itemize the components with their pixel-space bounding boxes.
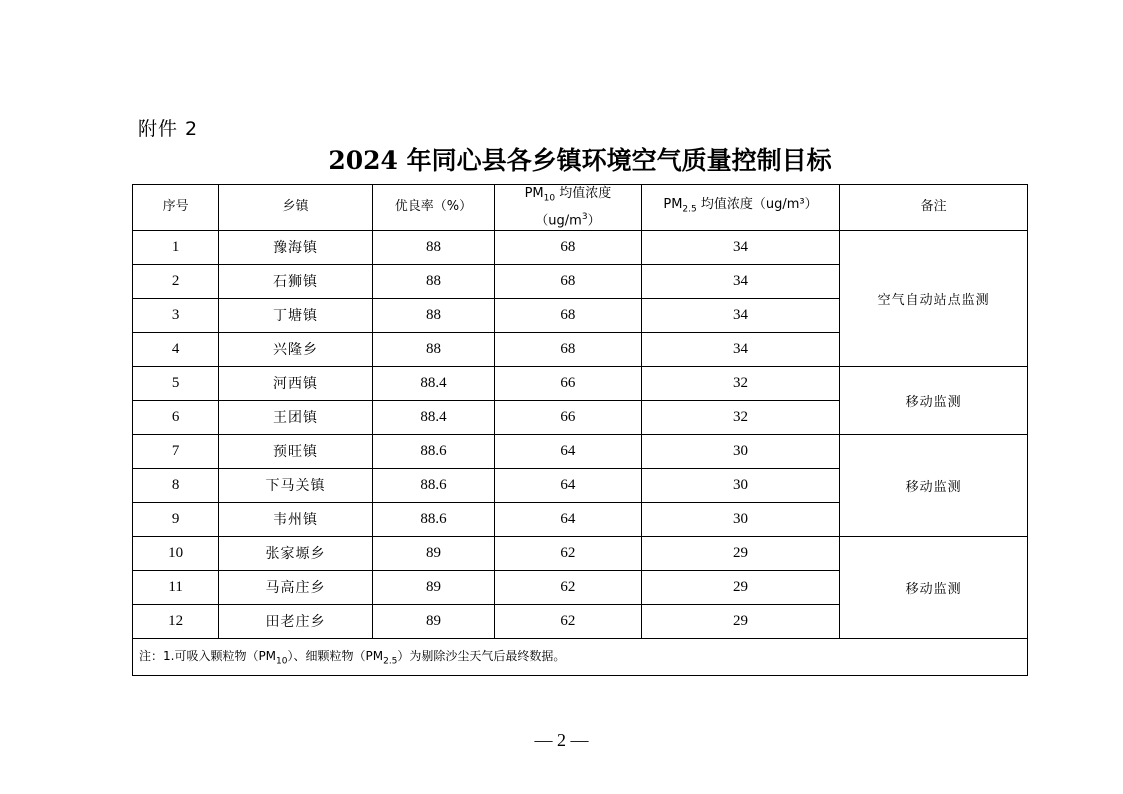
seq-cell: 2 bbox=[133, 264, 219, 298]
pm25-cell: 32 bbox=[641, 366, 840, 400]
pm10-cell: 68 bbox=[495, 230, 641, 264]
header-pm25 bbox=[641, 185, 840, 231]
seq-cell: 6 bbox=[133, 400, 219, 434]
town-cell: 丁塘镇 bbox=[219, 298, 373, 332]
header-seq: 序号 bbox=[133, 185, 219, 231]
remark-cell: 移动监测 bbox=[840, 366, 1028, 434]
town-cell: 石狮镇 bbox=[219, 264, 373, 298]
document-title: 2024 年同心县各乡镇环境空气质量控制目标 bbox=[328, 146, 832, 175]
header-pm10 bbox=[495, 185, 641, 231]
pm25-cell: 29 bbox=[641, 536, 840, 570]
rate-cell: 88.6 bbox=[372, 502, 494, 536]
pm25-cell: 34 bbox=[641, 264, 840, 298]
town-cell: 下马关镇 bbox=[219, 468, 373, 502]
pm25-cell: 30 bbox=[641, 468, 840, 502]
pm10-subscript: 10 bbox=[543, 193, 556, 204]
pm10-cell: 64 bbox=[495, 468, 641, 502]
footnote-text-3: ）为剔除沙尘天气后最终数据。 bbox=[397, 649, 566, 664]
town-cell: 田老庄乡 bbox=[219, 604, 373, 638]
footnote-row bbox=[133, 638, 1028, 675]
attachment-label: 附件 2 bbox=[138, 118, 199, 140]
pm10-cell: 62 bbox=[495, 536, 641, 570]
page-number: — 2 — bbox=[534, 730, 589, 750]
town-cell: 河西镇 bbox=[219, 366, 373, 400]
pm10-cell: 68 bbox=[495, 264, 641, 298]
header-town: 乡镇 bbox=[219, 185, 373, 231]
seq-cell: 3 bbox=[133, 298, 219, 332]
table-header-row bbox=[133, 185, 1028, 231]
seq-cell: 11 bbox=[133, 570, 219, 604]
rate-cell: 89 bbox=[372, 570, 494, 604]
pm10-cell: 66 bbox=[495, 366, 641, 400]
pm10-unit-close: ） bbox=[587, 212, 601, 228]
footnote-sub-2: 2.5 bbox=[383, 656, 398, 667]
footnote-text-2: ）、细颗粒物（PM bbox=[287, 649, 384, 664]
seq-cell: 4 bbox=[133, 332, 219, 366]
rate-cell: 88.6 bbox=[372, 434, 494, 468]
table-row bbox=[133, 366, 1028, 400]
rate-cell: 89 bbox=[372, 536, 494, 570]
pm25-cell: 34 bbox=[641, 332, 840, 366]
seq-cell: 8 bbox=[133, 468, 219, 502]
town-cell: 韦州镇 bbox=[219, 502, 373, 536]
town-cell: 豫海镇 bbox=[219, 230, 373, 264]
rate-cell: 88 bbox=[372, 332, 494, 366]
town-cell: 兴隆乡 bbox=[219, 332, 373, 366]
seq-cell: 7 bbox=[133, 434, 219, 468]
header-rate: 优良率（%） bbox=[372, 185, 494, 231]
pm25-cell: 29 bbox=[641, 570, 840, 604]
pm25-cell: 34 bbox=[641, 230, 840, 264]
pm25-cell: 30 bbox=[641, 434, 840, 468]
pm25-cell: 29 bbox=[641, 604, 840, 638]
pm10-cell: 68 bbox=[495, 298, 641, 332]
pm10-cell: 64 bbox=[495, 502, 641, 536]
pm10-cell: 62 bbox=[495, 570, 641, 604]
pm10-cell: 64 bbox=[495, 434, 641, 468]
rate-cell: 88.4 bbox=[372, 366, 494, 400]
pm10-unit-open: （ug/m bbox=[535, 212, 582, 228]
remark-cell: 移动监测 bbox=[840, 536, 1028, 638]
town-cell: 王团镇 bbox=[219, 400, 373, 434]
pm10-cell: 68 bbox=[495, 332, 641, 366]
town-cell: 马高庄乡 bbox=[219, 570, 373, 604]
pm25-label: 均值浓度（ug/m³） bbox=[696, 197, 818, 213]
seq-cell: 12 bbox=[133, 604, 219, 638]
table-row bbox=[133, 230, 1028, 264]
remark-cell: 空气自动站点监测 bbox=[840, 230, 1028, 366]
town-cell: 张家塬乡 bbox=[219, 536, 373, 570]
rate-cell: 88.4 bbox=[372, 400, 494, 434]
seq-cell: 1 bbox=[133, 230, 219, 264]
seq-cell: 5 bbox=[133, 366, 219, 400]
pm25-cell: 32 bbox=[641, 400, 840, 434]
table-row bbox=[133, 536, 1028, 570]
rate-cell: 88 bbox=[372, 230, 494, 264]
pm25-cell: 30 bbox=[641, 502, 840, 536]
pm25-prefix: PM bbox=[663, 197, 683, 213]
pm10-cell: 62 bbox=[495, 604, 641, 638]
remark-cell: 移动监测 bbox=[840, 434, 1028, 536]
town-cell: 预旺镇 bbox=[219, 434, 373, 468]
pm10-label: 均值浓度 bbox=[555, 186, 612, 201]
pm10-prefix: PM bbox=[524, 186, 544, 201]
rate-cell: 88.6 bbox=[372, 468, 494, 502]
seq-cell: 10 bbox=[133, 536, 219, 570]
footnote-sub-1: 10 bbox=[276, 656, 288, 667]
pm25-cell: 34 bbox=[641, 298, 840, 332]
pm10-unit-superscript: 3 bbox=[581, 211, 588, 222]
header-remark: 备注 bbox=[840, 185, 1028, 231]
footnote bbox=[133, 638, 1028, 675]
table-row bbox=[133, 434, 1028, 468]
rate-cell: 88 bbox=[372, 298, 494, 332]
rate-cell: 88 bbox=[372, 264, 494, 298]
air-quality-target-table bbox=[132, 184, 1028, 676]
pm25-subscript: 2.5 bbox=[682, 204, 697, 215]
footnote-text-1: 注：1.可吸入颗粒物（PM bbox=[139, 649, 277, 664]
rate-cell: 89 bbox=[372, 604, 494, 638]
pm10-cell: 66 bbox=[495, 400, 641, 434]
seq-cell: 9 bbox=[133, 502, 219, 536]
